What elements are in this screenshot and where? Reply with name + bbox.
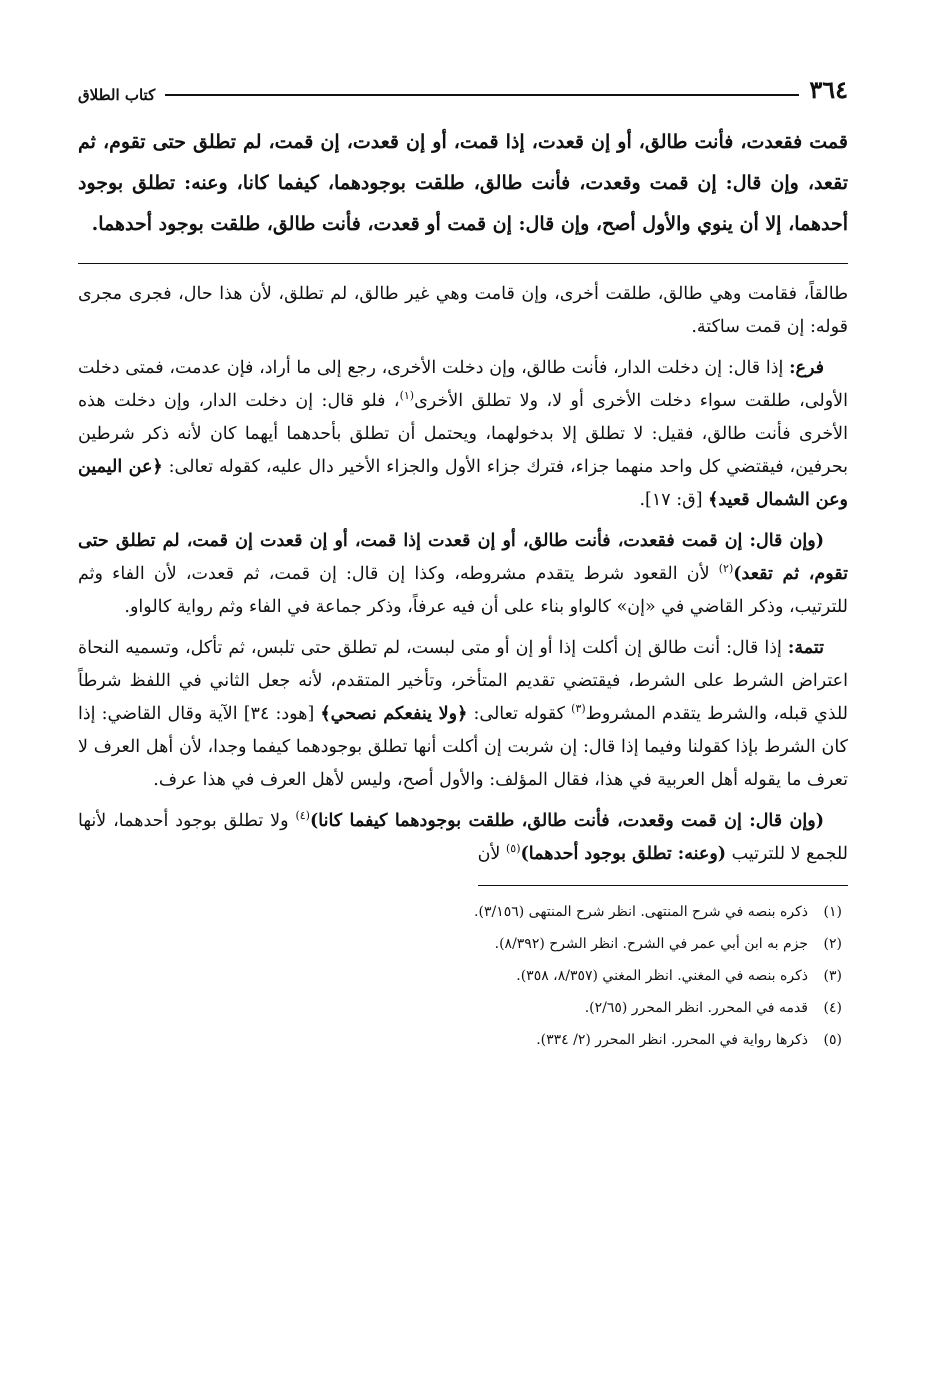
paragraph-text: طالقاً، فقامت وهي طالق، طلقت أخرى، وإن قامت وهي غير طالق، لم تطلق، لأن هذا حال، فجرى مجرى قوله: إن قمت ساكتة.: [78, 284, 848, 337]
footnote: [78, 928, 848, 960]
footnote-text: قدمه في المحرر. انظر المحرر (٢/٦٥).: [584, 1000, 808, 1016]
matn-quote: (وعنه: تطلق بوجود أحدهما): [520, 844, 727, 864]
commentary-paragraph: [78, 805, 848, 871]
book-title: كتاب الطلاق: [78, 86, 156, 104]
commentary: [78, 278, 848, 871]
footnotes: [78, 896, 848, 1056]
footnote-number: (٢): [823, 936, 842, 952]
commentary-paragraph: [78, 525, 848, 624]
footnote-number: (٤): [823, 1000, 842, 1016]
matn-text: قمت فقعدت، فأنت طالق، أو إن قعدت، إذا قمت، أو إن قعدت، إن قمت، لم تطلق حتى تقوم، ثم تقعد، وإن قال: إن قمت وقعدت، فأنت طالق، طلقت بوجودهما، كيفما كانا، وعنه: تطلق بوجود أحدهما، إلا أن ينوي والأول أصح، وإن قال: إن قمت أو قعدت، فأنت طالق، طلقت بوجود أحدهما.: [78, 131, 848, 235]
footnote: [78, 960, 848, 992]
paragraph-text: إذا قال: إن دخلت الدار، فأنت طالق، وإن دخلت الأخرى، رجع إلى ما أراد، فإن عدمت، فمتى دخلت الأولى، طلقت سواء دخلت الأخرى أو لا، ولا تطلق الأخرى: [78, 358, 848, 411]
quran-quote: ﴿عن اليمين وعن الشمال قعيد﴾: [78, 457, 848, 510]
footnote: [78, 896, 848, 928]
paragraph-text: [هود: ٣٤] الآية وقال القاضي: إذا كان الشرط بإذا كقولنا وفيما إذا قال: إن شربت إن أكلت أنها تطلق بوجودهما كيفما وجدا، لأن أهل العرف لا تعرف ما يقوله أهل العربية في هذا، فقال المؤلف: والأول أصح، وليس لأهل العرف في هذا عرف.: [78, 704, 848, 790]
section-label: تتمة:: [787, 638, 824, 658]
footnote: [78, 992, 848, 1024]
header-rule: [165, 94, 799, 96]
page-number: ٣٦٤: [809, 75, 848, 104]
paragraph-text: كقوله تعالى:: [467, 704, 572, 724]
footnote-number: (١): [823, 904, 842, 920]
footnote-ref[interactable]: (٥): [505, 842, 521, 856]
footnote-divider: [478, 885, 848, 886]
commentary-paragraph: [78, 352, 848, 517]
paragraph-text: لأن القعود شرط يتقدم مشروطه، وكذا إن قال: إن قمت، ثم قعدت، لأن الفاء وثم للترتيب، وذكر القاضي في «إن» كالواو بناء على أن فيه عرفاً، وذكر جماعة في الفاء وثم رواية كالواو.: [78, 564, 848, 617]
footnote-number: (٣): [823, 968, 842, 984]
footnote-number: (٥): [823, 1032, 842, 1048]
footnote-text: جزم به ابن أبي عمر في الشرح. انظر الشرح (٨/٣٩٢).: [494, 936, 808, 952]
paragraph-text: لأن: [477, 844, 506, 864]
footnote: [78, 1024, 848, 1056]
footnote-text: ذكره بنصه في شرح المنتهى. انظر شرح المنتهى (٣/١٥٦).: [474, 904, 808, 920]
commentary-paragraph: [78, 278, 848, 344]
matn-quote: (وإن قال: إن قمت وقعدت، فأنت طالق، طلقت بوجودهما كيفما كانا): [309, 811, 824, 831]
running-header: [78, 62, 848, 104]
footnote-ref[interactable]: (٤): [295, 809, 310, 823]
footnote-ref[interactable]: (١): [399, 389, 415, 403]
paragraph-text: إذا قال: أنت طالق إن أكلت إذا أو إن أو متى لبست، لم تطلق حتى تلبس، ثم تأكل، وتسميه النحاة اعتراض الشرط على الشرط، فيقتضي تقديم المتأخر، وتأخير المتقدم، لأنه جعل الثاني في اللفظ شرطاً للذي قبله، والشرط يتقدم المشروط: [78, 638, 848, 724]
footnote-text: ذكره بنصه في المغني. انظر المغني (٨/٣٥٧، ٣٥٨).: [516, 968, 808, 984]
section-label: فرع:: [789, 358, 824, 378]
paragraph-text: ولا تطلق بوجود أحدهما، لأنها للجمع لا للترتيب: [78, 811, 848, 864]
quran-quote: ﴿ولا ينفعكم نصحي﴾: [320, 704, 468, 724]
quran-reference: [ق: ١٧].: [639, 490, 709, 510]
matn-divider: [78, 263, 848, 264]
footnote-ref[interactable]: (٢): [718, 562, 734, 576]
commentary-paragraph: [78, 632, 848, 797]
footnote-ref[interactable]: (٣): [571, 702, 586, 716]
footnote-text: ذكرها رواية في المحرر. انظر المحرر (٢/ ٣٣٤).: [536, 1032, 808, 1048]
book-page: [78, 62, 848, 1056]
matn-quote: (وإن قال: إن قمت فقعدت، فأنت طالق، أو إن قعدت إذا قمت، أو إن قعدت إن قمت، لم تطلق حتى تقوم، ثم تقعد): [78, 531, 848, 584]
paragraph-text: ، فلو قال: إن دخلت الدار، وإن دخلت هذه الأخرى فأنت طالق، فقيل: لا تطلق إلا بدخولهما، ويحتمل أن تطلق بأحدهما أيهما كان لأنه ذكر شرطين بحرفين، فيقتضي كل واحد منهما جزاء، فترك جزاء الأول والجزاء الأخير دال عليه، كقوله تعالى:: [78, 391, 848, 477]
